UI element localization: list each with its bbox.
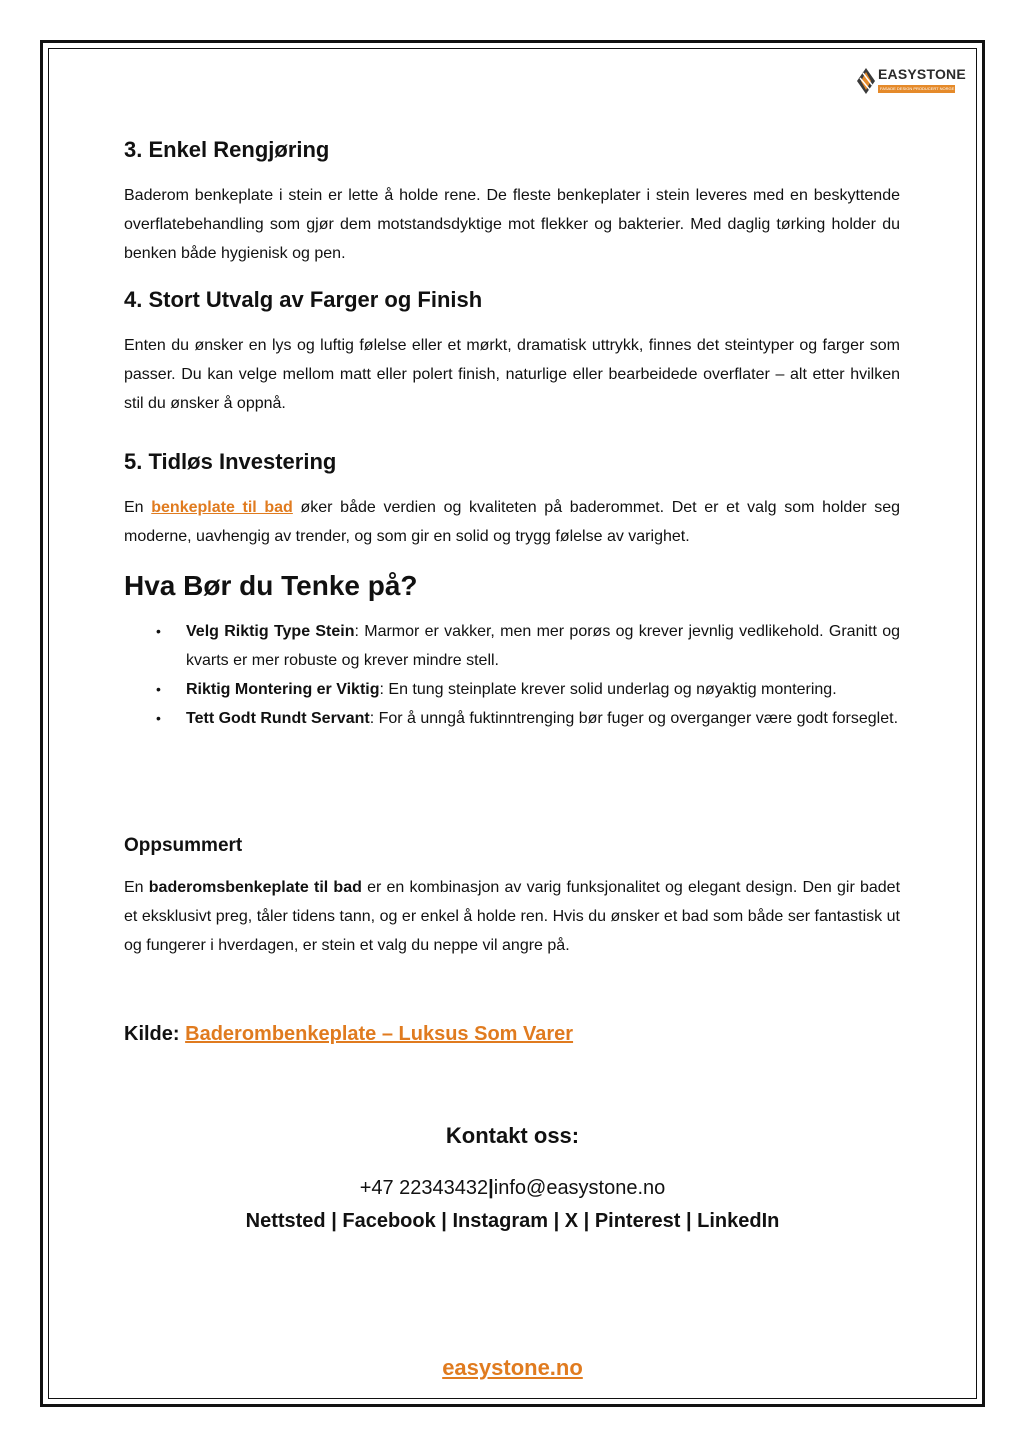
list-item-bold: Velg Riktig Type Stein: [186, 623, 355, 640]
social-link-x[interactable]: X: [564, 1210, 579, 1232]
benkeplate-til-bad-link[interactable]: benkeplate til bad: [151, 499, 293, 516]
summary-bold: baderomsbenkeplate til bad: [148, 879, 362, 896]
easystone-logo-icon: [856, 66, 876, 96]
section-5-suffix: øker både verdien og kvaliteten på baderommet. Det er et valg som holder seg moderne, uavhengig av trender, og som gir en solid og trygg følelse av varighet.: [124, 499, 901, 545]
social-link-linkedin[interactable]: LinkedIn: [697, 1210, 780, 1232]
summary-heading: Oppsummert: [124, 835, 243, 856]
source-line: [124, 1023, 573, 1046]
list-item-text: : For å unngå fuktinntrenging bør fuger og overganger være godt forseglet.: [369, 710, 899, 727]
list-item-text: : Marmor er vakker, men mer porøs og krever jevnlig vedlikehold. Granitt og kvarts er mer robuste og krever mindre stell.: [186, 623, 901, 669]
bullet-icon: •: [156, 681, 161, 697]
list-item-bold: Riktig Montering er Viktig: [186, 681, 380, 698]
section-5-prefix: En: [124, 499, 152, 516]
contact-heading: Kontakt oss:: [445, 1123, 580, 1148]
easystone-logo: [856, 64, 966, 98]
list-item: [124, 617, 900, 675]
footer-site-link[interactable]: easystone.no: [442, 1355, 583, 1380]
list-item: [124, 675, 900, 704]
summary-prefix: En: [124, 879, 149, 896]
section-4-heading: 4. Stort Utvalg av Farger og Finish: [124, 287, 483, 312]
summary-suffix: er en kombinasjon av varig funksjonalitet og elegant design. Den gir badet et eksklusivt preg, tåler tidens tann, og er enkel å holde ren. Hvis du ønsker et bad som både ser fantastisk ut og fungerer i hverdagen, er stein et valg du neppe vil angre på.: [124, 879, 901, 954]
think-heading: Hva Bør du Tenke på?: [124, 570, 418, 601]
social-link-instagram[interactable]: Instagram: [452, 1210, 549, 1232]
list-item-text: : En tung steinplate krever solid underlag og nøyaktig montering.: [379, 681, 837, 698]
section-5-text: [124, 493, 900, 551]
section-3-heading: 3. Enkel Rengjøring: [124, 137, 330, 162]
list-item-bold: Tett Godt Rundt Servant: [186, 710, 370, 727]
contact-separator: |: [488, 1177, 494, 1199]
source-link[interactable]: Baderombenkeplate – Luksus Som Varer: [185, 1023, 574, 1045]
source-label: Kilde:: [124, 1023, 186, 1045]
social-separator: |: [435, 1210, 453, 1232]
bullet-icon: •: [156, 710, 161, 726]
logo-wordmark: EASYSTONE: [878, 66, 966, 82]
section-3-text: Baderom benkeplate i stein er lette å holde rene. De fleste benkeplater i stein leveres med en beskyttende overflatebehandling som gjør dem motstandsdyktige mot flekker og bakterier. Med daglig tørking holder du benken både hygienisk og pen.: [124, 187, 900, 262]
social-separator: |: [578, 1210, 595, 1232]
bullet-icon: •: [156, 623, 161, 639]
contact-phone: +47 22343432: [359, 1177, 489, 1199]
footer: [48, 1355, 977, 1381]
contact-line: [48, 1177, 977, 1200]
social-links: [48, 1210, 977, 1233]
think-list: [124, 617, 900, 733]
summary-text: [124, 873, 900, 960]
logo-tagline: FASADE DESIGN PRODUCERT NORGE: [880, 86, 955, 91]
social-separator: |: [680, 1210, 698, 1232]
contact-email: info@easystone.no: [493, 1177, 666, 1199]
social-link-nettsted[interactable]: Nettsted: [245, 1210, 326, 1232]
list-item: [124, 704, 900, 733]
section-4-text: Enten du ønsker en lys og luftig følelse eller et mørkt, dramatisk uttrykk, finnes det steintyper og farger som passer. Du kan velge mellom matt eller polert finish, naturlige eller bearbeidede overflater – alt etter hvilken stil du ønsker å oppnå.: [124, 337, 900, 412]
social-link-facebook[interactable]: Facebook: [342, 1210, 436, 1232]
social-link-pinterest[interactable]: Pinterest: [594, 1210, 681, 1232]
social-separator: |: [325, 1210, 343, 1232]
section-5-heading: 5. Tidløs Investering: [124, 449, 337, 474]
social-separator: |: [548, 1210, 565, 1232]
